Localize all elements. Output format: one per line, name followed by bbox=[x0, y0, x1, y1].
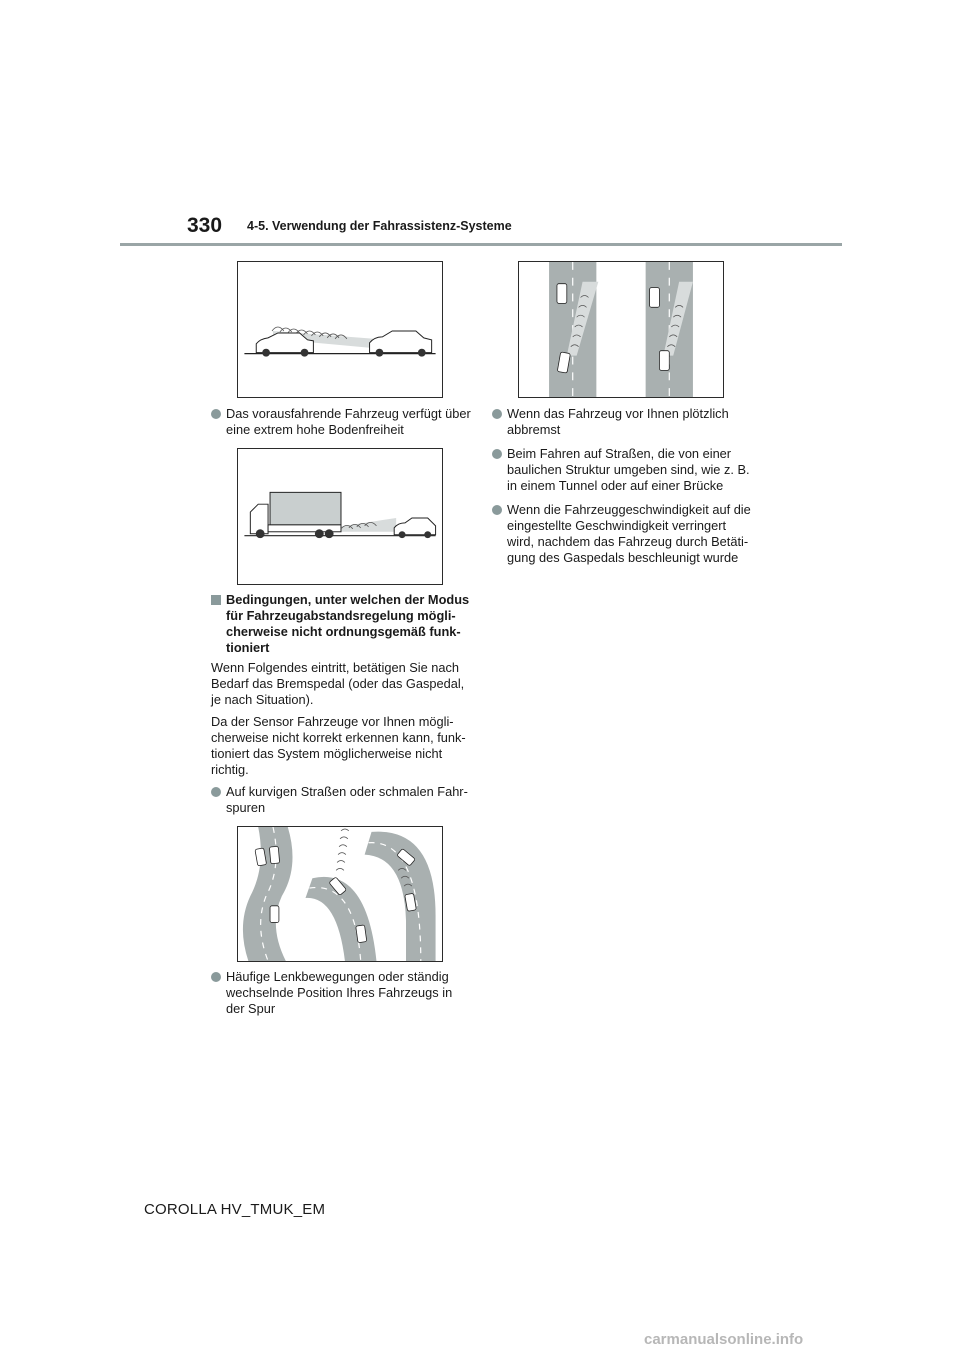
list-item bbox=[211, 969, 471, 1017]
heading-text: Bedingungen, unter welchen der Modus für Fahrzeugabstandsregelung mögli-cherweise nicht ordnungsgemäß funk-tioniert bbox=[226, 592, 470, 655]
figure-high-clearance-vehicle bbox=[237, 261, 443, 398]
section-title: 4-5. Verwendung der Fahrassistenz-Systeme bbox=[247, 219, 512, 233]
figure-truck-ahead bbox=[237, 448, 443, 585]
list-item bbox=[492, 502, 752, 566]
bullet-text: Auf kurvigen Straßen oder schmalen Fahr-spuren bbox=[226, 784, 468, 815]
illustration-two-lanes-braking bbox=[519, 262, 723, 397]
page-number: 330 bbox=[187, 214, 223, 237]
bullet-text: Wenn das Fahrzeug vor Ihnen plötzlich abbremst bbox=[507, 406, 729, 437]
left-column bbox=[211, 406, 471, 446]
right-column bbox=[492, 406, 752, 574]
bullet-text: Wenn die Fahrzeuggeschwindigkeit auf die eingestellte Geschwindigkeit verringert wird, nachdem das Fahrzeug durch Betäti-gung des Gaspedals beschleunigt wurde bbox=[507, 502, 751, 565]
figure-sudden-braking bbox=[518, 261, 724, 398]
paragraph: Da der Sensor Fahrzeuge vor Ihnen mögli-cherweise nicht korrekt erkennen kann, funk-tioniert das System möglicherweise nicht richtig. bbox=[211, 714, 466, 777]
bullet-dot-icon bbox=[492, 505, 502, 515]
watermark-link[interactable]: carmanualsonline.info bbox=[644, 1331, 804, 1348]
bullet-dot-icon bbox=[211, 972, 221, 982]
heading-square-icon bbox=[211, 595, 221, 605]
list-item bbox=[492, 446, 752, 494]
section-heading bbox=[211, 592, 471, 656]
bullet-text: Das vorausfahrende Fahrzeug verfügt über eine extrem hohe Bodenfreiheit bbox=[226, 406, 471, 437]
illustration-curved-lanes bbox=[238, 827, 442, 961]
bullet-text: Beim Fahren auf Straßen, die von einer baulichen Struktur umgeben sind, wie z. B. in einem Tunnel oder auf einer Brücke bbox=[507, 446, 750, 493]
header-rule bbox=[120, 243, 842, 246]
bullet-dot-icon bbox=[492, 409, 502, 419]
list-item bbox=[492, 406, 752, 438]
paragraph: Wenn Folgendes eintritt, betätigen Sie nach Bedarf das Bremspedal (oder das Gaspedal, je nach Situation). bbox=[211, 660, 465, 707]
left-column-bottom bbox=[211, 969, 471, 1025]
list-item bbox=[211, 406, 471, 438]
left-column-lower bbox=[211, 592, 471, 824]
illustration-sensor-passing-under bbox=[238, 262, 442, 397]
bullet-dot-icon bbox=[211, 787, 221, 797]
bullet-dot-icon bbox=[492, 449, 502, 459]
figure-curvy-roads bbox=[237, 826, 443, 962]
bullet-dot-icon bbox=[211, 409, 221, 419]
footer-model-code: COROLLA HV_TMUK_EM bbox=[144, 1201, 326, 1218]
illustration-truck-and-car bbox=[238, 449, 442, 584]
list-item bbox=[211, 784, 471, 816]
bullet-text: Häufige Lenkbewegungen oder ständig wechselnde Position Ihres Fahrzeugs in der Spur bbox=[226, 969, 453, 1016]
